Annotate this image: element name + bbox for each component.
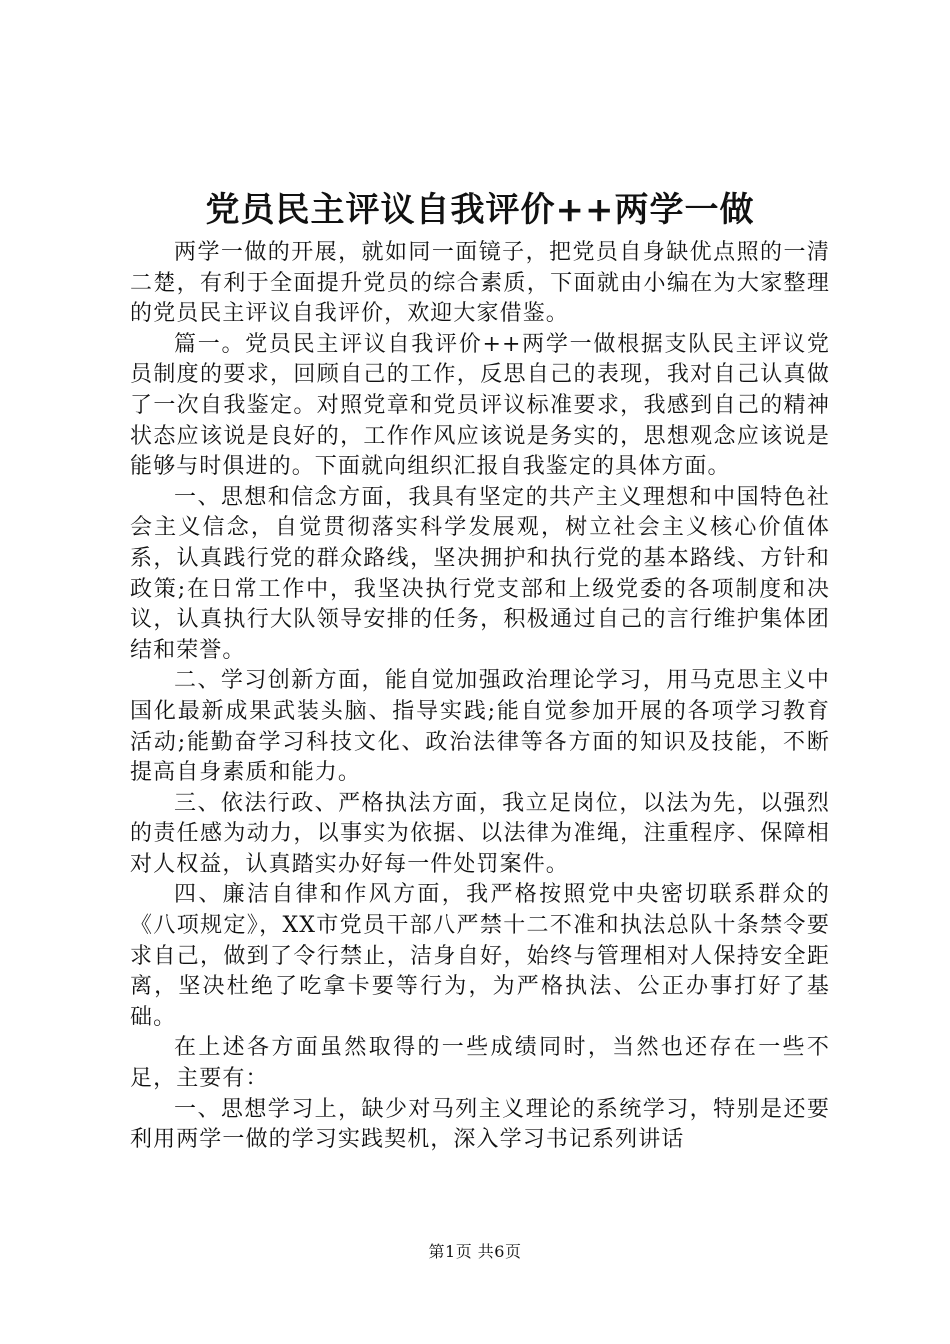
paragraph-integrity: 四、廉洁自律和作风方面，我严格按照党中央密切联系群众的《八项规定》，XX市党员干部八严禁十二不准和执法总队十条禁令要求自己，做到了令行禁止，洁身自好，始终与管理相对人保持安全距离，坚决杜绝了吃拿卡要等行为，为严格执法、公正办事打好了基础。 <box>130 882 830 1030</box>
paragraph-intro: 两学一做的开展，就如同一面镜子，把党员自身缺优点照的一清二楚，有利于全面提升党员的综合素质，下面就由小编在为大家整理的党员民主评议自我评价，欢迎大家借鉴。 <box>130 240 830 327</box>
paragraph-ideology: 一、思想和信念方面，我具有坚定的共产主义理想和中国特色社会主义信念，自觉贯彻落实科学发展观，树立社会主义核心价值体系，认真践行党的群众路线，坚决拥护和执行党的基本路线、方针和政策;在日常工作中，我坚决执行党支部和上级党委的各项制度和决议，认真执行大队领导安排的任务，积极通过自己的言行维护集体团结和荣誉。 <box>130 484 830 663</box>
document-page <box>130 182 830 1156</box>
paragraph-shortcomings: 在上述各方面虽然取得的一些成绩同时，当然也还存在一些不足，主要有： <box>130 1035 830 1092</box>
page-number-footer: 第1页 共6页 <box>428 1242 522 1261</box>
paragraph-shortcoming-one: 一、思想学习上，缺少对马列主义理论的系统学习，特别是还要利用两学一做的学习实践契机，深入学习书记系列讲话 <box>130 1096 830 1153</box>
paragraph-learning: 二、学习创新方面，能自觉加强政治理论学习，用马克思主义中国化最新成果武装头脑、指导实践;能自觉参加开展的各项学习教育活动;能勤奋学习科技文化、政治法律等各方面的知识及技能，不断提高自身素质和能力。 <box>130 668 830 786</box>
document-title: 党员民主评议自我评价++两学一做 <box>205 190 755 230</box>
paragraph-part-one: 篇一。党员民主评议自我评价++两学一做根据支队民主评议党员制度的要求，回顾自己的工作，反思自己的表现，我对自己认真做了一次自我鉴定。对照党章和党员评议标准要求，我感到自己的精神状态应该说是良好的，工作作风应该说是务实的，思想观念应该说是能够与时俱进的。下面就向组织汇报自我鉴定的具体方面。 <box>130 331 830 480</box>
paragraph-law-enforcement: 三、依法行政、严格执法方面，我立足岗位，以法为先，以强烈的责任感为动力，以事实为依据、以法律为准绳，注重程序、保障相对人权益，认真踏实办好每一件处罚案件。 <box>130 790 830 877</box>
